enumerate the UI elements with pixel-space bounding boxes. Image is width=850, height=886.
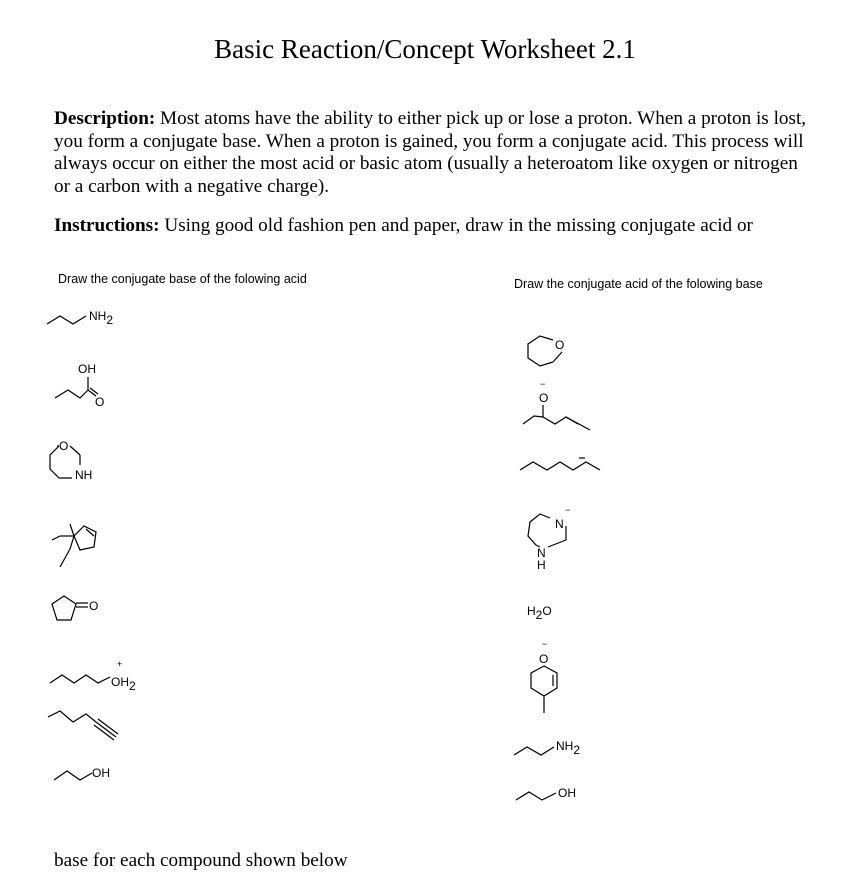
right-molecule-amide-anion-ring — [528, 505, 570, 572]
oxide-oxygen-label: O — [539, 652, 549, 666]
plus-charge: + — [117, 659, 123, 669]
left-molecule-cyclopentanone — [52, 596, 98, 620]
ring-oxygen-label: O — [555, 338, 565, 352]
nh-h-label: H — [537, 558, 546, 572]
nh2-label: NH2 — [556, 739, 581, 757]
minus-charge: − — [542, 639, 548, 649]
water-label: H2O — [527, 604, 552, 622]
n-label: N — [555, 517, 564, 531]
description-text: Most atoms have the ability to either pick up or lose a proton. When a proton is lost, you form a conjugate base. When a proton is gained, you form a conjugate acid. This process will always occur on either the most acid or basic atom (usually a heteroatom like oxygen or nitrogen or a carbon with a negative charge). — [54, 108, 807, 197]
right-molecule-cyclohexenyl-oxide — [531, 639, 557, 713]
ketone-oxygen-label: O — [89, 599, 99, 613]
minus-charge: − — [565, 505, 571, 515]
oh-label: OH — [558, 786, 576, 800]
right-molecule-carbanion — [520, 458, 600, 470]
right-column-heading: Draw the conjugate acid of the folowing base — [514, 277, 763, 291]
right-molecule-water — [527, 604, 552, 622]
alkoxide-oxygen-label: O — [539, 391, 549, 405]
right-molecule-ethylamine — [514, 739, 580, 757]
left-molecule-oxonium — [50, 659, 136, 693]
left-molecule-ethylamine — [47, 309, 113, 327]
nh2-label: NH2 — [89, 309, 114, 327]
instructions-continuation: base for each compound shown below — [54, 850, 348, 871]
page-title: Basic Reaction/Concept Worksheet 2.1 — [214, 34, 636, 64]
oh2-label: OH2 — [111, 675, 136, 693]
right-molecule-ethanol — [516, 786, 576, 800]
oh-label: OH — [78, 362, 96, 376]
right-molecule-tetrahydropyran — [528, 336, 564, 366]
oxygen-label: O — [95, 395, 105, 409]
left-column-heading: Draw the conjugate base of the folowing acid — [58, 272, 307, 286]
left-molecule-morpholine — [50, 439, 92, 482]
minus-charge: − — [540, 379, 546, 389]
left-molecule-alkyne — [48, 711, 118, 740]
nh-n-label: N — [537, 546, 546, 560]
instructions-text: Using good old fashion pen and paper, draw in the missing conjugate acid or — [159, 215, 753, 236]
nh-label: NH — [75, 468, 93, 482]
oh-label: OH — [92, 766, 110, 780]
left-molecule-methylcyclopentene — [52, 524, 96, 567]
ring-oxygen-label: O — [59, 439, 69, 453]
right-molecule-alkoxide — [523, 379, 590, 430]
left-molecule-carboxylic-acid — [55, 362, 104, 409]
instructions-label: Instructions: — [54, 215, 160, 236]
description-label: Description: — [54, 108, 156, 129]
left-molecule-ethanol — [54, 766, 110, 780]
